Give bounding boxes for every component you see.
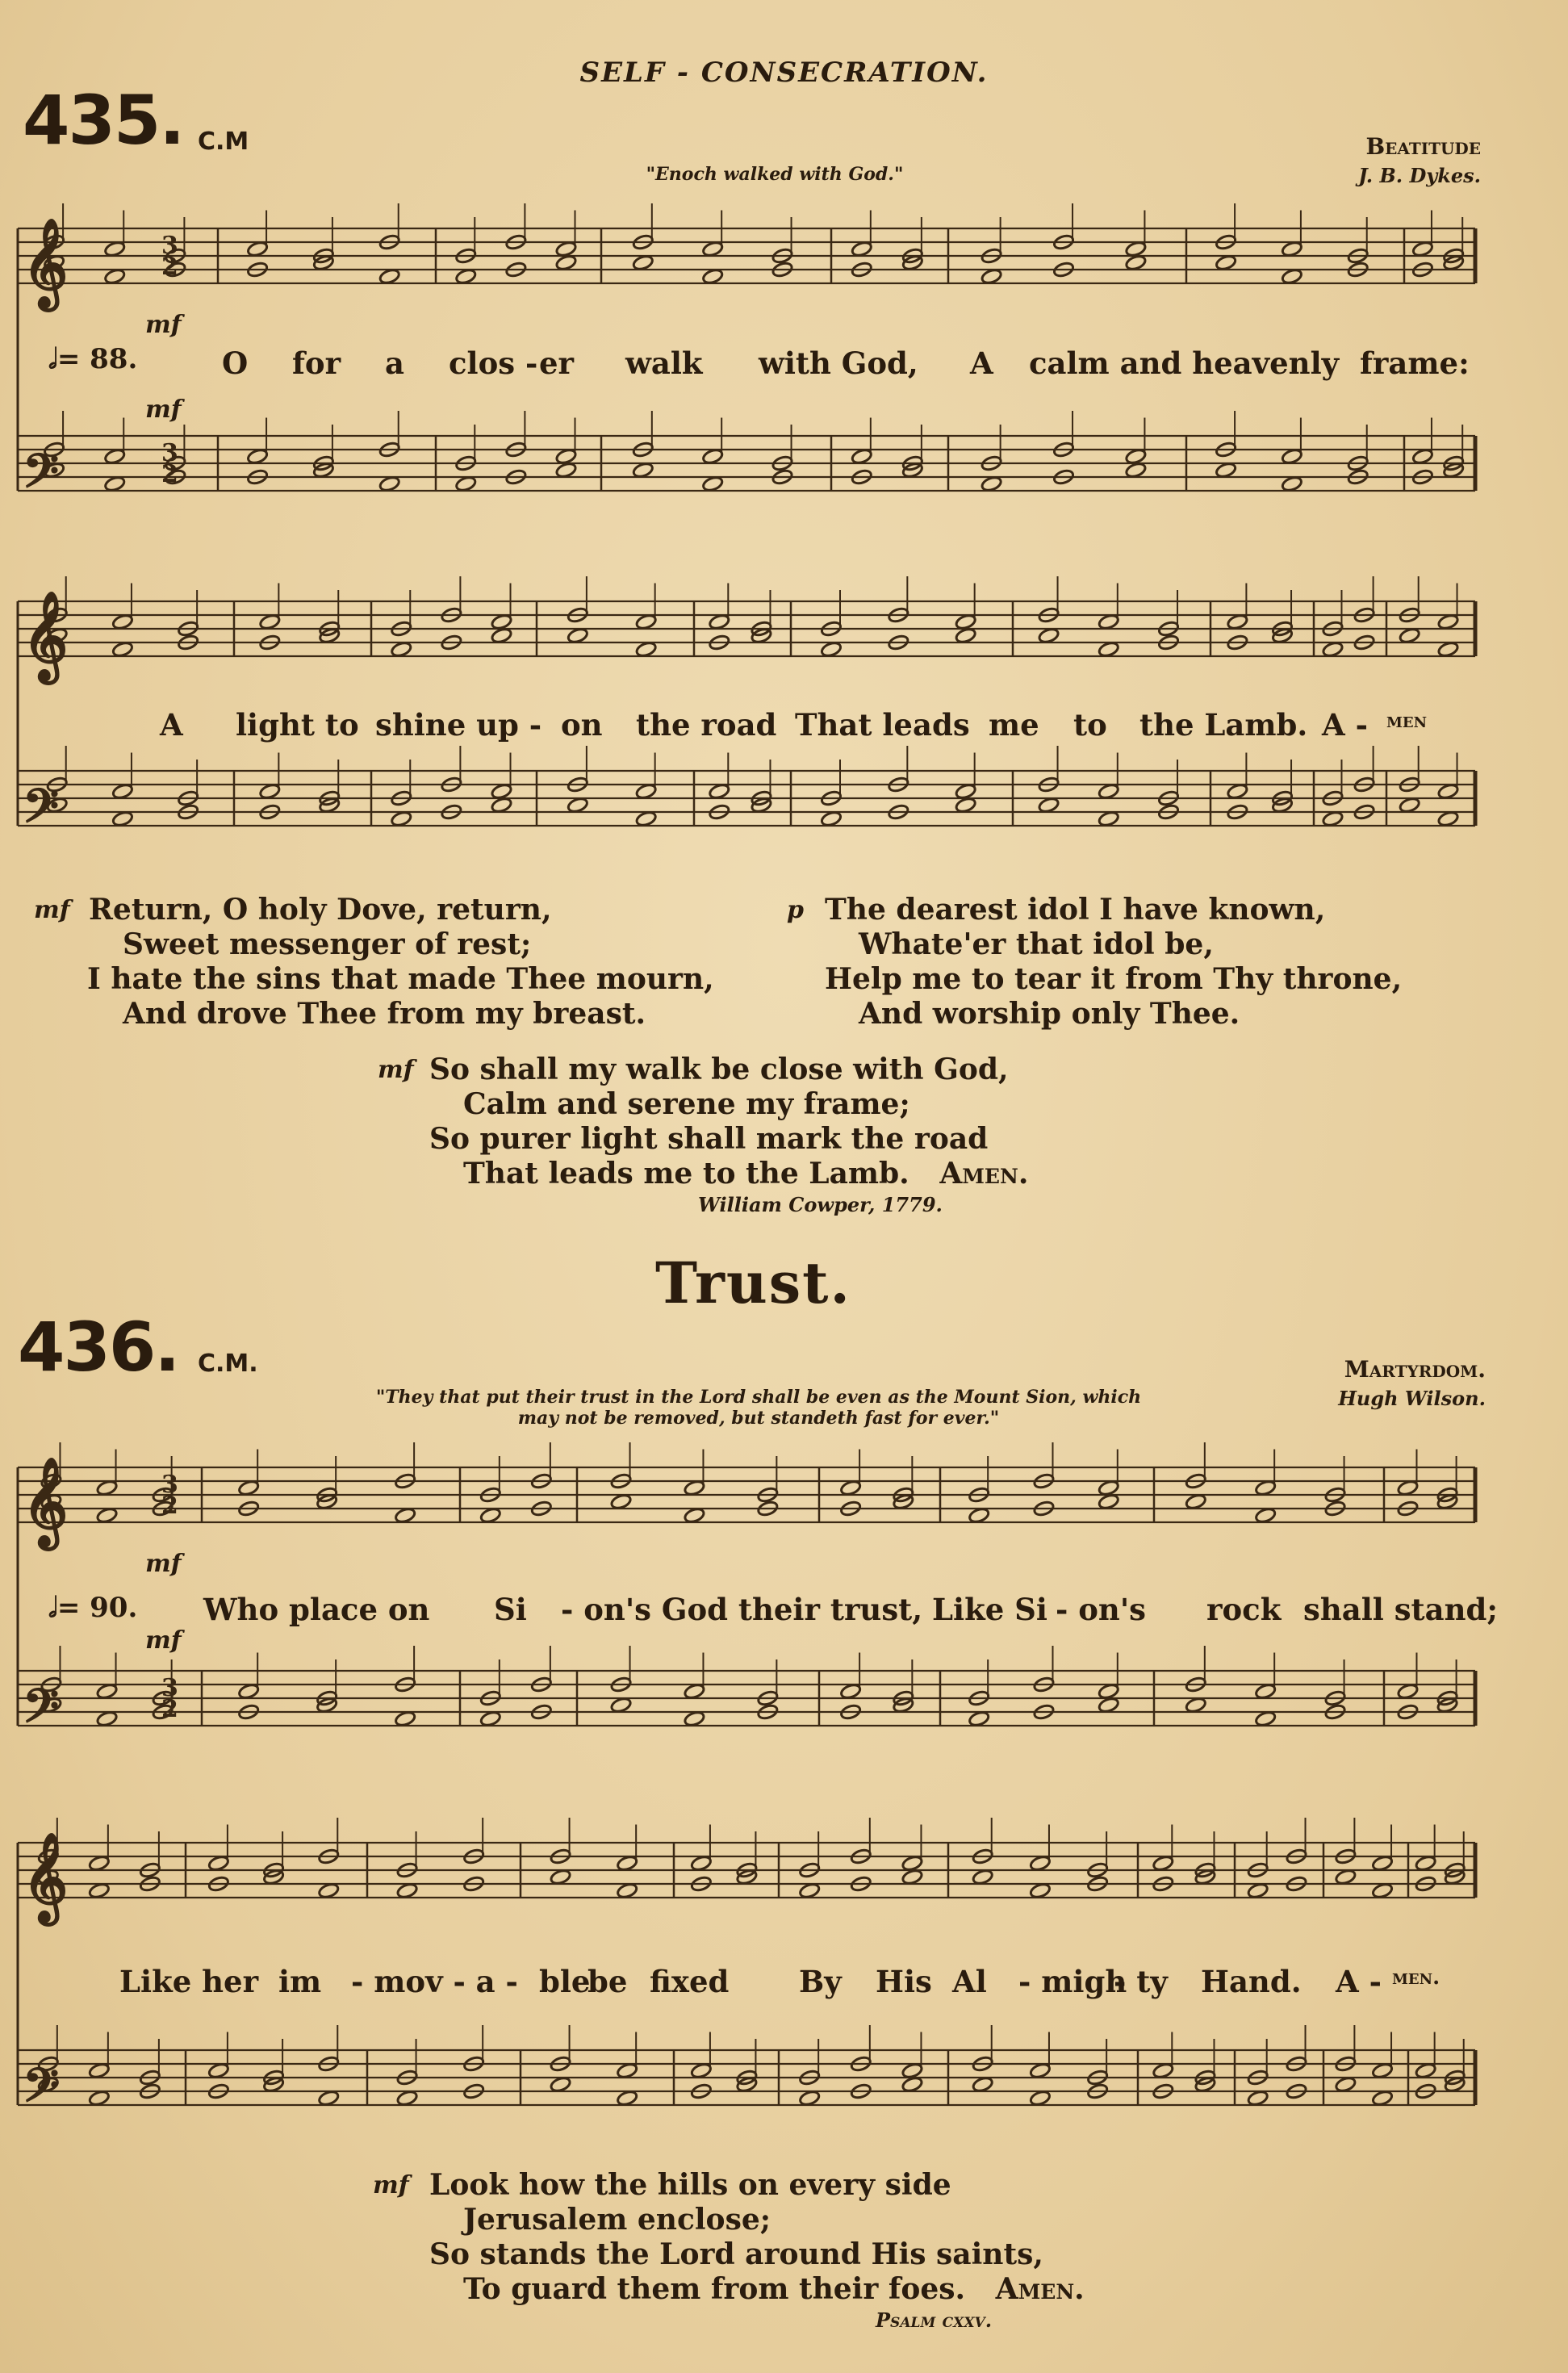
stanza [429,2168,1085,2307]
epigraph [282,1387,1235,1429]
amen: Amen. [995,2272,1085,2306]
verse-line: That leads me to the Lamb. [463,1157,909,1191]
lyric-word: A [160,707,183,743]
clef-icon: 3 [161,1674,178,1702]
lyric-word: men [1386,709,1428,733]
lyric-word: er [539,345,575,381]
clef-icon: 𝄞 [23,591,69,680]
epigraph-line: "They that put their trust in the Lord shall be even as the Mount Sion, which [375,1387,1142,1408]
lyric-word: - on's God their trust, [561,1592,923,1627]
clef-icon: 𝄞 [23,218,69,308]
dynamic-marking: mf [378,1056,414,1084]
verse-line: I hate the sins that made Thee mourn, [87,962,714,996]
lyric-word: Like Si [932,1592,1047,1627]
verse-line: And worship only Thee. [859,997,1240,1031]
tempo-marking: 𝅗𝅥= 90. [48,1592,138,1624]
lyric-word: light to [236,707,359,743]
lyric-word: Si [494,1592,527,1627]
lyric-word: on [561,707,603,743]
half-note-icon: 𝅗𝅥 [48,1592,57,1624]
lyric-word: - migh [1018,1964,1127,1999]
lyric-word: calm and heavenly [1029,345,1340,381]
lyric-word: the Lamb. [1139,707,1308,743]
lyric-word: His [876,1964,932,1999]
clef-icon: 𝄞 [23,1457,69,1546]
verse-line: Return, O holy Dove, return, [89,893,552,927]
lyric-word: Hand. [1201,1964,1302,1999]
epigraph-line: may not be removed, but standeth fast for ever." [517,1408,1000,1429]
verse-line: So purer light shall mark the road [429,1122,989,1156]
lyric-word: walk [625,345,703,381]
verse-line: So stands the Lord around His saints, [429,2237,1043,2271]
tune-name: Martyrdom. [1344,1356,1486,1383]
lyric-word: - mov - a - [351,1964,518,1999]
hymn-meter: C.M [198,128,249,156]
hymn-meter: C.M. [198,1350,258,1378]
lyric-word: A [970,345,993,381]
dynamic-marking: mf [145,396,182,424]
lyric-word: - on's [1056,1592,1146,1627]
lyric-word: shine up - [375,707,542,743]
verse-line: Help me to tear it from Thy throne, [825,962,1403,996]
lyric-word: Al [952,1964,987,1999]
clef-icon: 𝄞 [23,1832,69,1922]
lyric-word: Like her [119,1964,259,1999]
lyric-word: That leads [795,707,970,743]
section-title: Trust. [655,1249,851,1316]
clef-icon: 3 [161,232,178,260]
verse-line: And drove Thee from my breast. [123,997,646,1031]
lyric-word: - ty [1114,1964,1168,1999]
lyric-word: im [278,1964,322,1999]
verse-line: Calm and serene my frame; [463,1087,910,1121]
lyric-word: shall stand; [1303,1592,1499,1627]
lyric-word: Who place on [203,1592,430,1627]
dynamic-marking: mf [34,896,70,924]
stanza [429,1053,1028,1191]
clef-icon: 2 [161,460,178,488]
lyric-word: for [292,345,341,381]
lyric-word: O [222,345,249,381]
clef-icon: 2 [161,1492,178,1520]
lyric-word: frame: [1360,345,1470,381]
verse-line: Sweet messenger of rest; [123,927,532,961]
verse-line: The dearest idol I have known, [825,893,1326,927]
dynamic-marking: mf [145,1550,182,1578]
lyric-word: rock [1206,1592,1282,1627]
lyric-word: a [385,345,404,381]
stanza [825,893,1402,1032]
verse-line: Whate'er that idol be, [859,927,1214,961]
lyric-word: be [587,1964,628,1999]
dynamic-marking: mf [145,311,182,339]
lyric-word: men. [1392,1965,1440,1990]
clef-icon: 3 [161,1471,178,1499]
dynamic-marking: mf [145,1626,182,1655]
clef-icon: 𝄢 [23,778,60,845]
clef-icon: 3 [161,439,178,467]
amen: Amen. [939,1157,1029,1191]
lyric-word: clos - [449,345,538,381]
lyric-word: By [799,1964,842,1999]
half-note-icon: 𝅗𝅥 [48,343,57,375]
composer: Hugh Wilson. [1338,1387,1486,1410]
hymn-number: 436. [18,1308,179,1387]
lyric-word: with God, [759,345,918,381]
composer: J. B. Dykes. [1358,164,1481,187]
lyric-word: A - [1322,707,1368,743]
clef-icon: 2 [161,1695,178,1723]
attribution: William Cowper, 1779. [698,1193,943,1216]
stanza [89,893,714,1032]
dynamic-marking: p [787,896,804,924]
lyric-word: fixed [650,1964,730,1999]
clef-icon: 𝄢 [23,1678,60,1745]
hymn-number: 435. [23,81,184,160]
tune-name: Beatitude [1365,133,1481,160]
lyric-word: ble [539,1964,591,1999]
lyric-word: the road [636,707,777,743]
page-header: SELF - CONSECRATION. [579,56,989,89]
lyric-word: A - [1336,1964,1382,1999]
dynamic-marking: mf [373,2171,409,2199]
clef-icon: 𝄢 [23,443,60,510]
verse-line: So shall my walk be close with God, [429,1053,1009,1086]
tempo-marking: 𝅗𝅥= 88. [48,343,138,375]
verse-line: Look how the hills on every side [429,2168,951,2202]
lyric-word: me [989,707,1039,743]
clef-icon: 𝄢 [23,2057,60,2124]
clef-icon: 2 [161,253,178,281]
epigraph: "Enoch walked with God." [646,164,904,185]
verse-line: Jerusalem enclose; [463,2203,771,2237]
attribution: Psalm cxxv. [876,2308,993,2332]
lyric-word: to [1073,707,1107,743]
verse-line: To guard them from their foes. [463,2272,966,2306]
